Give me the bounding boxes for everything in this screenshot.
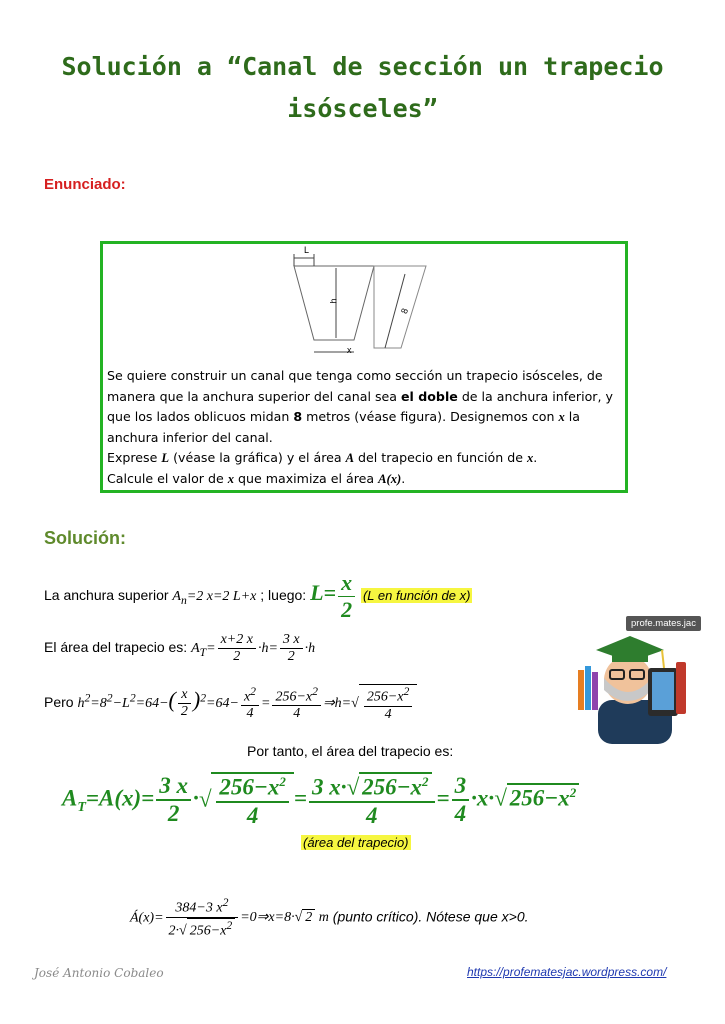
solution-line-4: Por tanto, el área del trapecio es: (247, 743, 454, 759)
derivative-line: Á(x)= $\frac{384-3 x^2}{2\cdot√ 256-x^2}$ =0⇒x=8·√ 2 m (punto crítico). Nótese que x>0. (130, 896, 529, 939)
note-area: (área del trapecio) (303, 835, 409, 850)
problem-text (107, 366, 619, 489)
label-8: 8 (398, 306, 411, 316)
solution-line-1: La anchura superior $A_n=2$ x=2 L+x ; luego: L= $\frac{x}{2}$ (L en función de x) (44, 570, 471, 622)
footer-link[interactable]: https://profematesjac.wordpress.com/ (467, 965, 667, 979)
solution-line-3: Pero $h^2=8^2-L^2=64-$( $\frac{x}{2}$ )$^2$=64− $\frac{x^2}{4}$ = $\frac{256-x^2}{4}$ ⇒h=√ $\frac{256-x^2}{4}$ (44, 684, 417, 723)
area-formula: $A_T=A(x)=$ $\frac{3 x}{2}$ ·√ $\frac{256-x^2}{4}$ = $\frac{3 x\cdot√ 256-x^2}{4}$ = $\frac{3}{4}$ ·x·√ $256-x^2$ (62, 772, 579, 829)
brand-badge: profe.mates.jac (626, 616, 701, 631)
label-L: L (304, 245, 310, 255)
note-L: (L en función de x) (362, 588, 471, 604)
footer-author: José Antonio Cobaleo (34, 966, 164, 980)
problem-paragraph-3: Calcule el valor de x que maximiza el área A(x). (107, 470, 406, 486)
solution-line-2: El área del trapecio es: $A_T=$ $\frac{x+2 x}{2}$ ·h= $\frac{3 x}{2}$ ·h (44, 632, 316, 664)
problem-paragraph-2: Exprese L (véase la gráfica) y el área A del trapecio en función de x. (107, 450, 538, 465)
problem-paragraph-1: Se quiere construir un canal que tenga como sección un trapecio isósceles, de manera que la anchura superior del canal sea el doble de la anchura inferior, y que los lados oblicuos midan 8 metros (véase figura). Designemos con x la anchura inferior del canal. (107, 368, 613, 445)
page-title: Solución a “Canal de sección un trapecio isósceles” (61, 52, 664, 123)
solution-heading: Solución: (44, 528, 126, 548)
trapezoid-figure (280, 248, 450, 358)
statement-heading: Enunciado: (44, 176, 126, 193)
label-x: x (347, 345, 352, 355)
label-h: h (328, 298, 339, 304)
teacher-avatar-icon (572, 628, 696, 744)
